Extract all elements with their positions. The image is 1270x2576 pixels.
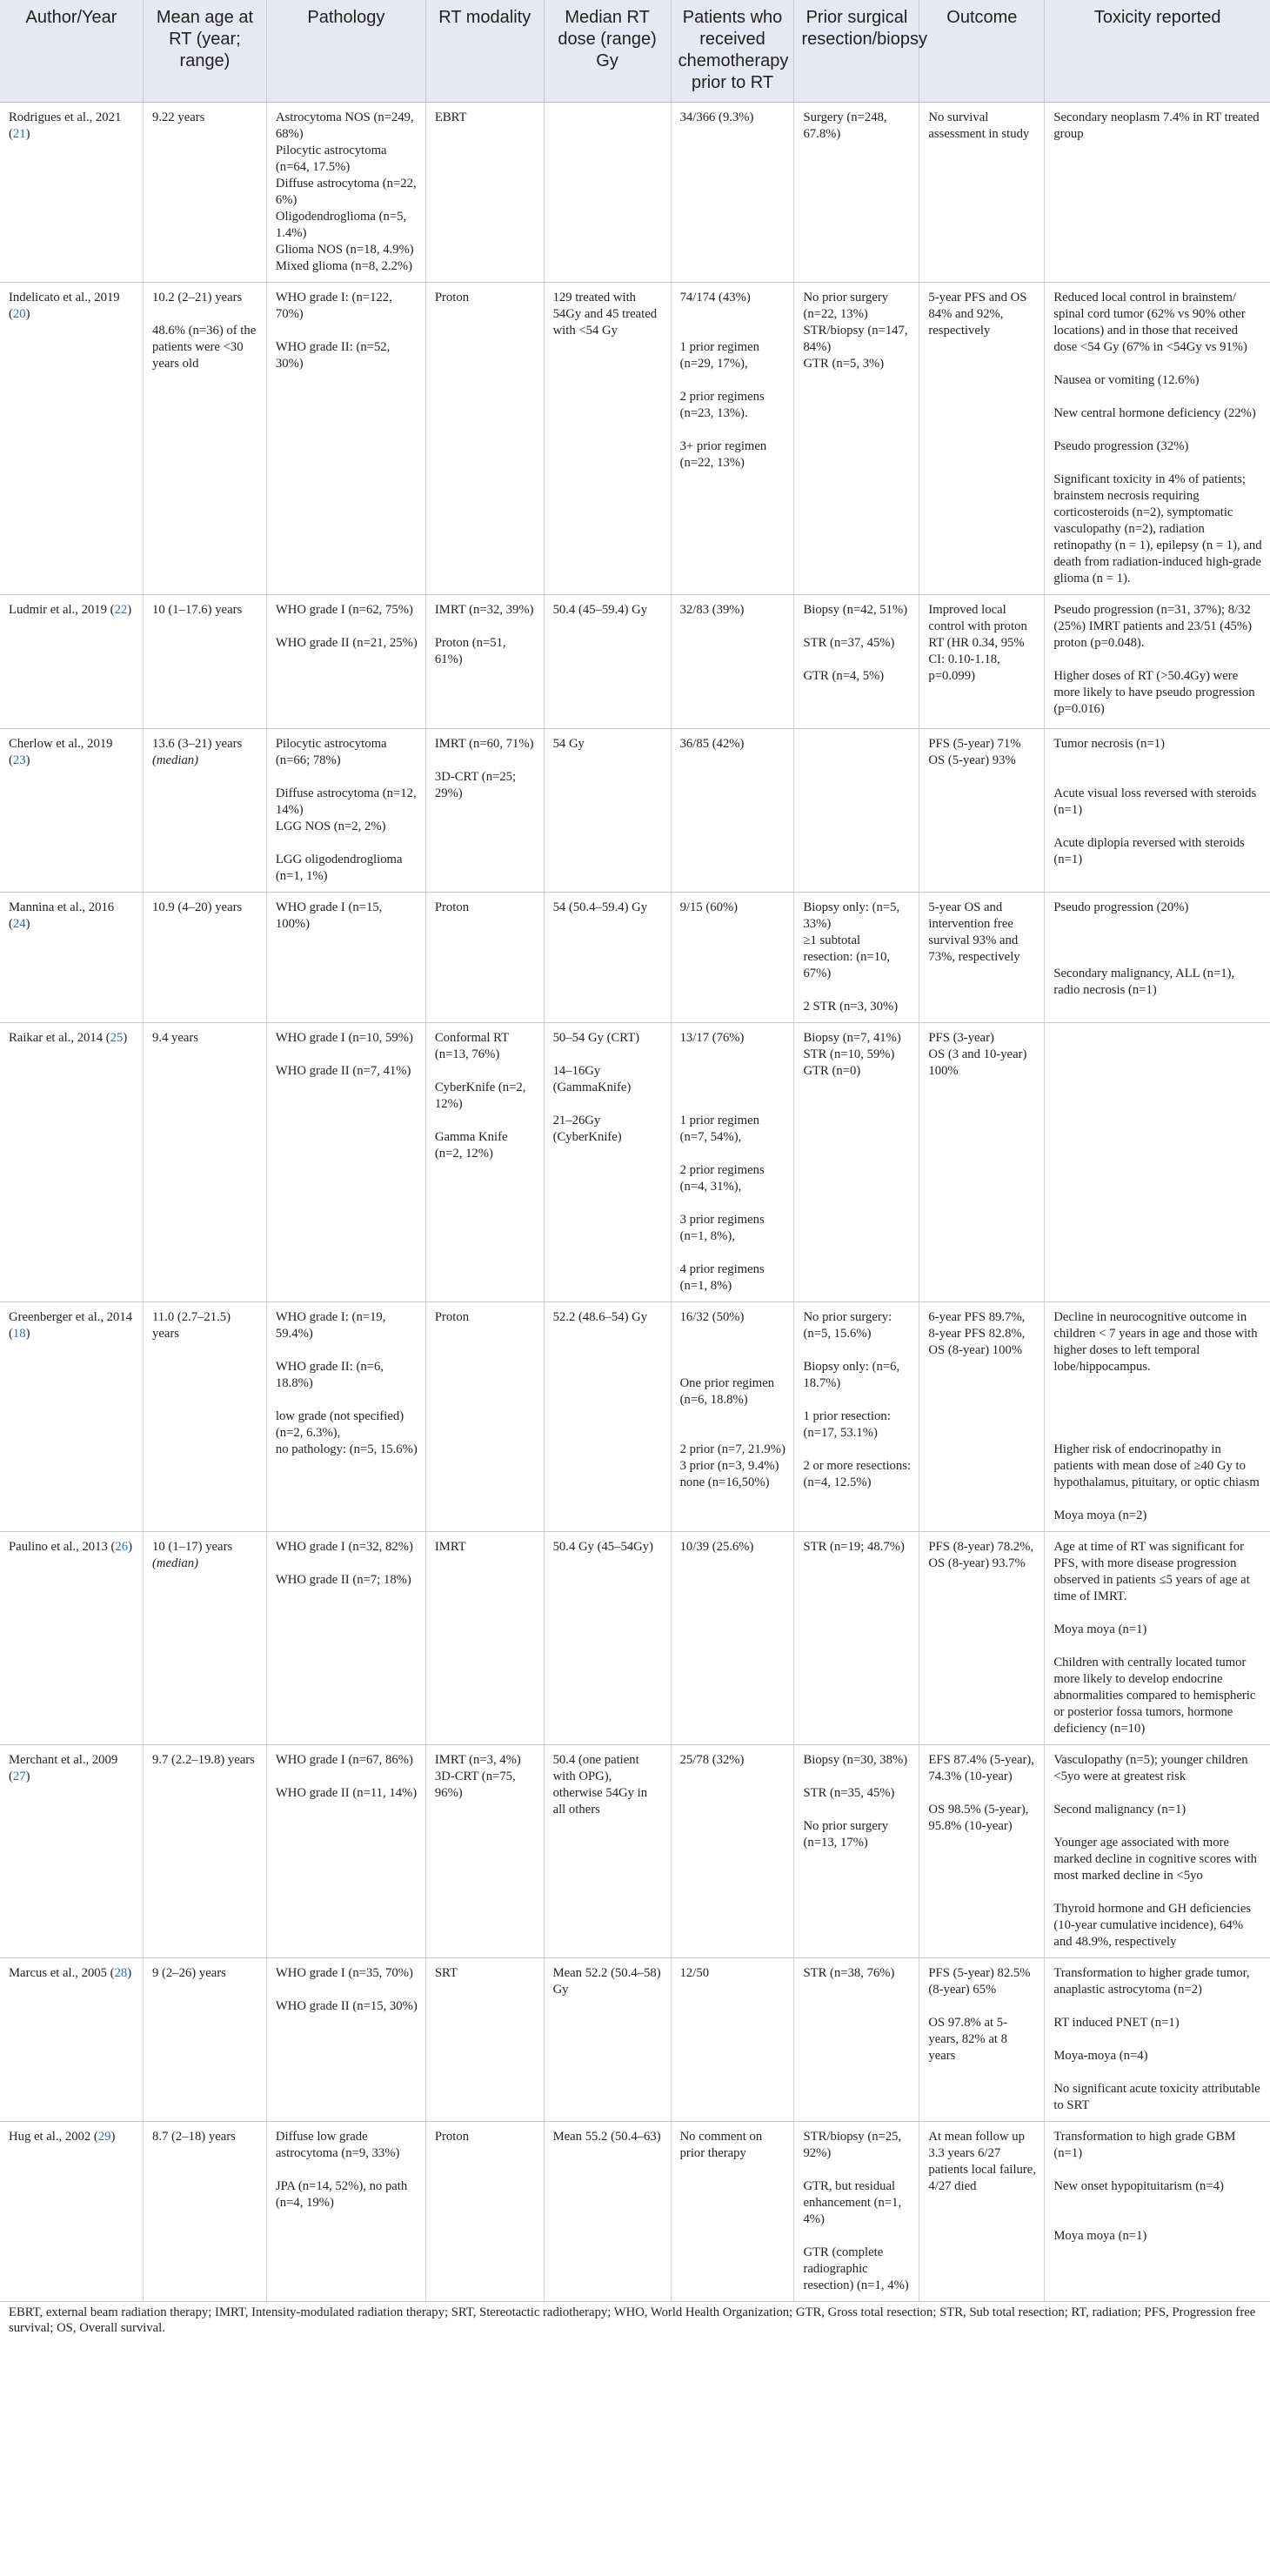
age-text: 11.0 (2.7–21.5) years: [152, 1310, 231, 1341]
cell-surgery: Surgery (n=248, 67.8%): [794, 103, 919, 283]
author-name: Ludmir et al., 2019: [9, 603, 107, 617]
cell-author: Greenberger et al., 2014 (18): [0, 1302, 144, 1532]
author-name: Merchant et al., 2009: [9, 1753, 118, 1767]
cell-toxicity: Pseudo progression (20%) Secondary malignancy, ALL (n=1), radio necrosis (n=1): [1045, 893, 1270, 1023]
table-row: [0, 283, 1270, 595]
cell-surgery: Biopsy only: (n=5, 33%) ≥1 subtotal resection: (n=10, 67%) 2 STR (n=3, 30%): [794, 893, 919, 1023]
cell-author: Rodrigues et al., 2021 (21): [0, 103, 144, 283]
cell-chemo: 32/83 (39%): [671, 595, 794, 729]
cell-modality: Proton: [425, 283, 544, 595]
cell-surgery: STR (n=38, 76%): [794, 1958, 919, 2122]
table-row: [0, 2122, 1270, 2302]
cell-outcome: At mean follow up 3.3 years 6/27 patients local failure, 4/27 died: [919, 2122, 1045, 2302]
header-pathology: Pathology: [266, 0, 425, 103]
cell-toxicity: Transformation to high grade GBM (n=1) New onset hypopituitarism (n=4) Moya moya (n=1): [1045, 2122, 1270, 2302]
header-modality: RT modality: [425, 0, 544, 103]
cell-surgery: No prior surgery: (n=5, 15.6%) Biopsy only: (n=6, 18.7%) 1 prior resection: (n=17, 53.1%) 2 or more resections: (n=4, 12.5%): [794, 1302, 919, 1532]
cell-author: Merchant et al., 2009 (27): [0, 1745, 144, 1958]
reference-link[interactable]: 29: [97, 2130, 111, 2144]
table-row: [0, 103, 1270, 283]
cell-pathology: WHO grade I (n=67, 86%) WHO grade II (n=11, 14%): [266, 1745, 425, 1958]
cell-author: Marcus et al., 2005 (28): [0, 1958, 144, 2122]
table-row: [0, 729, 1270, 893]
author-name: Mannina et al., 2016: [9, 900, 115, 914]
cell-author: Ludmir et al., 2019 (22): [0, 595, 144, 729]
age-text: 13.6 (3–21) years: [152, 737, 243, 751]
cell-outcome: PFS (5-year) 82.5% (8-year) 65% OS 97.8% at 5-years, 82% at 8 years: [919, 1958, 1045, 2122]
cell-modality: Proton: [425, 1302, 544, 1532]
author-name: Paulino et al., 2013: [9, 1540, 108, 1554]
cell-chemo: 74/174 (43%) 1 prior regimen (n=29, 17%), 2 prior regimens (n=23, 13%). 3+ prior regimen (n=22, 13%): [671, 283, 794, 595]
cell-pathology: WHO grade I (n=32, 82%) WHO grade II (n=7; 18%): [266, 1532, 425, 1745]
cell-surgery: Biopsy (n=30, 38%) STR (n=35, 45%) No prior surgery (n=13, 17%): [794, 1745, 919, 1958]
cell-chemo: 25/78 (32%): [671, 1745, 794, 1958]
cell-modality: IMRT (n=32, 39%) Proton (n=51, 61%): [425, 595, 544, 729]
cell-chemo: 34/366 (9.3%): [671, 103, 794, 283]
cell-modality: IMRT (n=3, 4%) 3D-CRT (n=75, 96%): [425, 1745, 544, 1958]
table-row: [0, 1958, 1270, 2122]
cell-age: [144, 1023, 267, 1302]
cell-outcome: EFS 87.4% (5-year), 74.3% (10-year) OS 98.5% (5-year), 95.8% (10-year): [919, 1745, 1045, 1958]
cell-chemo: 10/39 (25.6%): [671, 1532, 794, 1745]
cell-toxicity: Tumor necrosis (n=1) Acute visual loss reversed with steroids (n=1) Acute diplopia reversed with steroids (n=1): [1045, 729, 1270, 893]
cell-author: Indelicato et al., 2019 (20): [0, 283, 144, 595]
cell-dose: 50.4 (45–59.4) Gy: [544, 595, 671, 729]
age-text: 8.7 (2–18) years: [152, 2130, 236, 2144]
cell-dose: 52.2 (48.6–54) Gy: [544, 1302, 671, 1532]
cell-dose: Mean 55.2 (50.4–63): [544, 2122, 671, 2302]
cell-age: [144, 729, 267, 893]
author-name: Cherlow et al., 2019: [9, 737, 113, 751]
cell-author: Paulino et al., 2013 (26): [0, 1532, 144, 1745]
cell-modality: Proton: [425, 2122, 544, 2302]
author-name: Indelicato et al., 2019: [9, 291, 120, 304]
author-name: Greenberger et al., 2014: [9, 1310, 133, 1324]
table-row: [0, 1745, 1270, 1958]
reference-link[interactable]: 18: [12, 1327, 26, 1341]
cell-surgery: [794, 729, 919, 893]
cell-dose: Mean 52.2 (50.4–58) Gy: [544, 1958, 671, 2122]
reference-link[interactable]: 22: [114, 603, 128, 617]
table-row: [0, 1302, 1270, 1532]
cell-outcome: PFS (3-year) OS (3 and 10-year) 100%: [919, 1023, 1045, 1302]
header-surgery: Prior surgical resection/biopsy: [794, 0, 919, 103]
cell-surgery: No prior surgery (n=22, 13%) STR/biopsy (n=147, 84%) GTR (n=5, 3%): [794, 283, 919, 595]
cell-pathology: WHO grade I: (n=122, 70%) WHO grade II: (n=52, 30%): [266, 283, 425, 595]
cell-toxicity: Pseudo progression (n=31, 37%); 8/32 (25%) IMRT patients and 23/51 (45%) proton (p=0.048). Higher doses of RT (>50.4Gy) were more likely to have pseudo progression (p=0.016): [1045, 595, 1270, 729]
cell-pathology: Astrocytoma NOS (n=249, 68%) Pilocytic astrocytoma (n=64, 17.5%) Diffuse astrocytoma (n=22, 6%) Oligodendroglioma (n=5, 1.4%) Glioma NOS (n=18, 4.9%) Mixed glioma (n=8, 2.2%): [266, 103, 425, 283]
author-name: Marcus et al., 2005: [9, 1966, 107, 1980]
cell-age: [144, 1958, 267, 2122]
reference-link[interactable]: 27: [12, 1770, 26, 1783]
cell-toxicity: Age at time of RT was significant for PFS, with more disease progression observed in patients ≤5 years of age at time of IMRT. Moya moya (n=1) Children with centrally located tumor more likely to develop endocrine abnormalities compared to hemispheric or posterior fossa tumors, hormone deficiency (n=10): [1045, 1532, 1270, 1745]
cell-toxicity: Secondary neoplasm 7.4% in RT treated group: [1045, 103, 1270, 283]
cell-author: Mannina et al., 2016 (24): [0, 893, 144, 1023]
cell-dose: 54 Gy: [544, 729, 671, 893]
cell-pathology: WHO grade I (n=15, 100%): [266, 893, 425, 1023]
reference-link[interactable]: 25: [110, 1031, 124, 1045]
age-text: 9.4 years: [152, 1031, 199, 1045]
cell-toxicity: [1045, 1023, 1270, 1302]
cell-chemo: 12/50: [671, 1958, 794, 2122]
cell-pathology: WHO grade I (n=35, 70%) WHO grade II (n=15, 30%): [266, 1958, 425, 2122]
cell-dose: 50–54 Gy (CRT) 14–16Gy (GammaKnife) 21–26Gy (CyberKnife): [544, 1023, 671, 1302]
age-text: 10.9 (4–20) years: [152, 900, 243, 914]
table-row: [0, 1532, 1270, 1745]
age-note: (median): [152, 1556, 199, 1570]
cell-modality: Conformal RT (n=13, 76%) CyberKnife (n=2, 12%) Gamma Knife (n=2, 12%): [425, 1023, 544, 1302]
table-row: [0, 893, 1270, 1023]
author-name: Raikar et al., 2014: [9, 1031, 104, 1045]
table-row: [0, 595, 1270, 729]
header-dose: Median RT dose (range) Gy: [544, 0, 671, 103]
cell-outcome: No survival assessment in study: [919, 103, 1045, 283]
cell-age: [144, 893, 267, 1023]
age-text: 9.7 (2.2–19.8) years: [152, 1753, 255, 1767]
author-name: Hug et al., 2002: [9, 2130, 91, 2144]
cell-toxicity: Reduced local control in brainstem/ spinal cord tumor (62% vs 90% other locations) and in those that received dose <54 Gy (67% in <54Gy vs 91%) Nausea or vomiting (12.6%) New central hormone deficiency (22%) Pseudo progression (32%) Significant toxicity in 4% of patients; brainstem necrosis requiring corticosteroids (n=2), symptomatic vasculopathy (n=2), radiation retinopathy (n = 1), epilepsy (n = 1), and death from radiation-induced high-grade glioma (n = 1).: [1045, 283, 1270, 595]
cell-dose: 129 treated with 54Gy and 45 treated with <54 Gy: [544, 283, 671, 595]
cell-modality: EBRT: [425, 103, 544, 283]
table-header-row: [0, 0, 1270, 103]
header-age: Mean age at RT (year; range): [144, 0, 267, 103]
cell-age: [144, 283, 267, 595]
cell-author: Cherlow et al., 2019 (23): [0, 729, 144, 893]
table-footnote: EBRT, external beam radiation therapy; IMRT, Intensity-modulated radiation therapy; SRT, Stereotactic radiotherapy; WHO, World Health Organization; GTR, Gross total resection; STR, Sub total resection; RT, radiation; PFS, Progression free survival; OS, Overall survival.: [9, 2305, 1256, 2335]
age-text: 10 (1–17) years: [152, 1540, 233, 1554]
cell-dose: 50.4 Gy (45–54Gy): [544, 1532, 671, 1745]
cell-toxicity: Vasculopathy (n=5); younger children <5yo were at greatest risk Second malignancy (n=1) Younger age associated with more marked decline in cognitive scores with most marked decline in <5yo Thyroid hormone and GH deficiencies (10-year cumulative incidence), 64% and 48.9%, respectively: [1045, 1745, 1270, 1958]
age-note: (median): [152, 753, 199, 767]
cell-modality: IMRT: [425, 1532, 544, 1745]
cell-chemo: 16/32 (50%) One prior regimen (n=6, 18.8%) 2 prior (n=7, 21.9%) 3 prior (n=3, 9.4%) none (n=16,50%): [671, 1302, 794, 1532]
cell-outcome: PFS (8-year) 78.2%, OS (8-year) 93.7%: [919, 1532, 1045, 1745]
author-name: Rodrigues et al., 2021: [9, 110, 122, 124]
age-text: 9.22 years: [152, 110, 205, 124]
cell-dose: 54 (50.4–59.4) Gy: [544, 893, 671, 1023]
cell-age: [144, 2122, 267, 2302]
cell-pathology: Pilocytic astrocytoma (n=66; 78%) Diffuse astrocytoma (n=12, 14%) LGG NOS (n=2, 2%) LGG oligodendroglioma (n=1, 1%): [266, 729, 425, 893]
cell-age: [144, 1302, 267, 1532]
cell-surgery: STR (n=19; 48.7%): [794, 1532, 919, 1745]
cell-toxicity: Decline in neurocognitive outcome in children < 7 years in age and those with higher doses to left temporal lobe/hippocampus. Higher risk of endocrinopathy in patients with mean dose of ≥40 Gy to hypothalamus, pituitary, or optic chiasm Moya moya (n=2): [1045, 1302, 1270, 1532]
header-author: Author/Year: [0, 0, 144, 103]
age-text: 10 (1–17.6) years: [152, 603, 243, 617]
cell-age: [144, 1532, 267, 1745]
reference-link[interactable]: 26: [115, 1540, 129, 1554]
reference-link[interactable]: 21: [12, 127, 26, 141]
header-outcome: Outcome: [919, 0, 1045, 103]
reference-link[interactable]: 24: [12, 917, 26, 931]
cell-dose: [544, 103, 671, 283]
cell-outcome: 5-year PFS and OS 84% and 92%, respectively: [919, 283, 1045, 595]
cell-surgery: Biopsy (n=42, 51%) STR (n=37, 45%) GTR (n=4, 5%): [794, 595, 919, 729]
cell-pathology: WHO grade I: (n=19, 59.4%) WHO grade II: (n=6, 18.8%) low grade (not specified) (n=2, 6.3%), no pathology: (n=5, 15.6%): [266, 1302, 425, 1532]
header-toxicity: Toxicity reported: [1045, 0, 1270, 103]
cell-pathology: WHO grade I (n=10, 59%) WHO grade II (n=7, 41%): [266, 1023, 425, 1302]
cell-chemo: 13/17 (76%) 1 prior regimen (n=7, 54%), 2 prior regimens (n=4, 31%), 3 prior regimens (n=1, 8%), 4 prior regimens (n=1, 8%): [671, 1023, 794, 1302]
cell-surgery: Biopsy (n=7, 41%) STR (n=10, 59%) GTR (n=0): [794, 1023, 919, 1302]
cell-modality: Proton: [425, 893, 544, 1023]
cell-outcome: Improved local control with proton RT (HR 0.34, 95% CI: 0.10-1.18, p=0.099): [919, 595, 1045, 729]
cell-chemo: No comment on prior therapy: [671, 2122, 794, 2302]
cell-age: [144, 1745, 267, 1958]
cell-dose: 50.4 (one patient with OPG), otherwise 54Gy in all others: [544, 1745, 671, 1958]
header-chemo: Patients who received chemotherapy prior to RT: [671, 0, 794, 103]
cell-modality: SRT: [425, 1958, 544, 2122]
reference-link[interactable]: 20: [12, 307, 26, 321]
cell-pathology: Diffuse low grade astrocytoma (n=9, 33%) JPA (n=14, 52%), no path (n=4, 19%): [266, 2122, 425, 2302]
cell-pathology: WHO grade I (n=62, 75%) WHO grade II (n=21, 25%): [266, 595, 425, 729]
cell-chemo: 9/15 (60%): [671, 893, 794, 1023]
cell-surgery: STR/biopsy (n=25, 92%) GTR, but residual enhancement (n=1, 4%) GTR (complete radiographic resection) (n=1, 4%): [794, 2122, 919, 2302]
age-text: 9 (2–26) years: [152, 1966, 226, 1980]
cell-chemo: 36/85 (42%): [671, 729, 794, 893]
cell-toxicity: Transformation to higher grade tumor, anaplastic astrocytoma (n=2) RT induced PNET (n=1) Moya-moya (n=4) No significant acute toxicity attributable to SRT: [1045, 1958, 1270, 2122]
cell-outcome: 6-year PFS 89.7%, 8-year PFS 82.8%, OS (8-year) 100%: [919, 1302, 1045, 1532]
cell-outcome: PFS (5-year) 71% OS (5-year) 93%: [919, 729, 1045, 893]
cell-author: Raikar et al., 2014 (25): [0, 1023, 144, 1302]
reference-link[interactable]: 23: [12, 753, 26, 767]
table-row: [0, 1023, 1270, 1302]
cell-modality: IMRT (n=60, 71%) 3D-CRT (n=25; 29%): [425, 729, 544, 893]
cell-author: Hug et al., 2002 (29): [0, 2122, 144, 2302]
reference-link[interactable]: 28: [114, 1966, 128, 1980]
age-text: 10.2 (2–21) years 48.6% (n=36) of the patients were <30 years old: [152, 291, 257, 371]
cell-outcome: 5-year OS and intervention free survival 93% and 73%, respectively: [919, 893, 1045, 1023]
cell-age: [144, 595, 267, 729]
cell-age: [144, 103, 267, 283]
